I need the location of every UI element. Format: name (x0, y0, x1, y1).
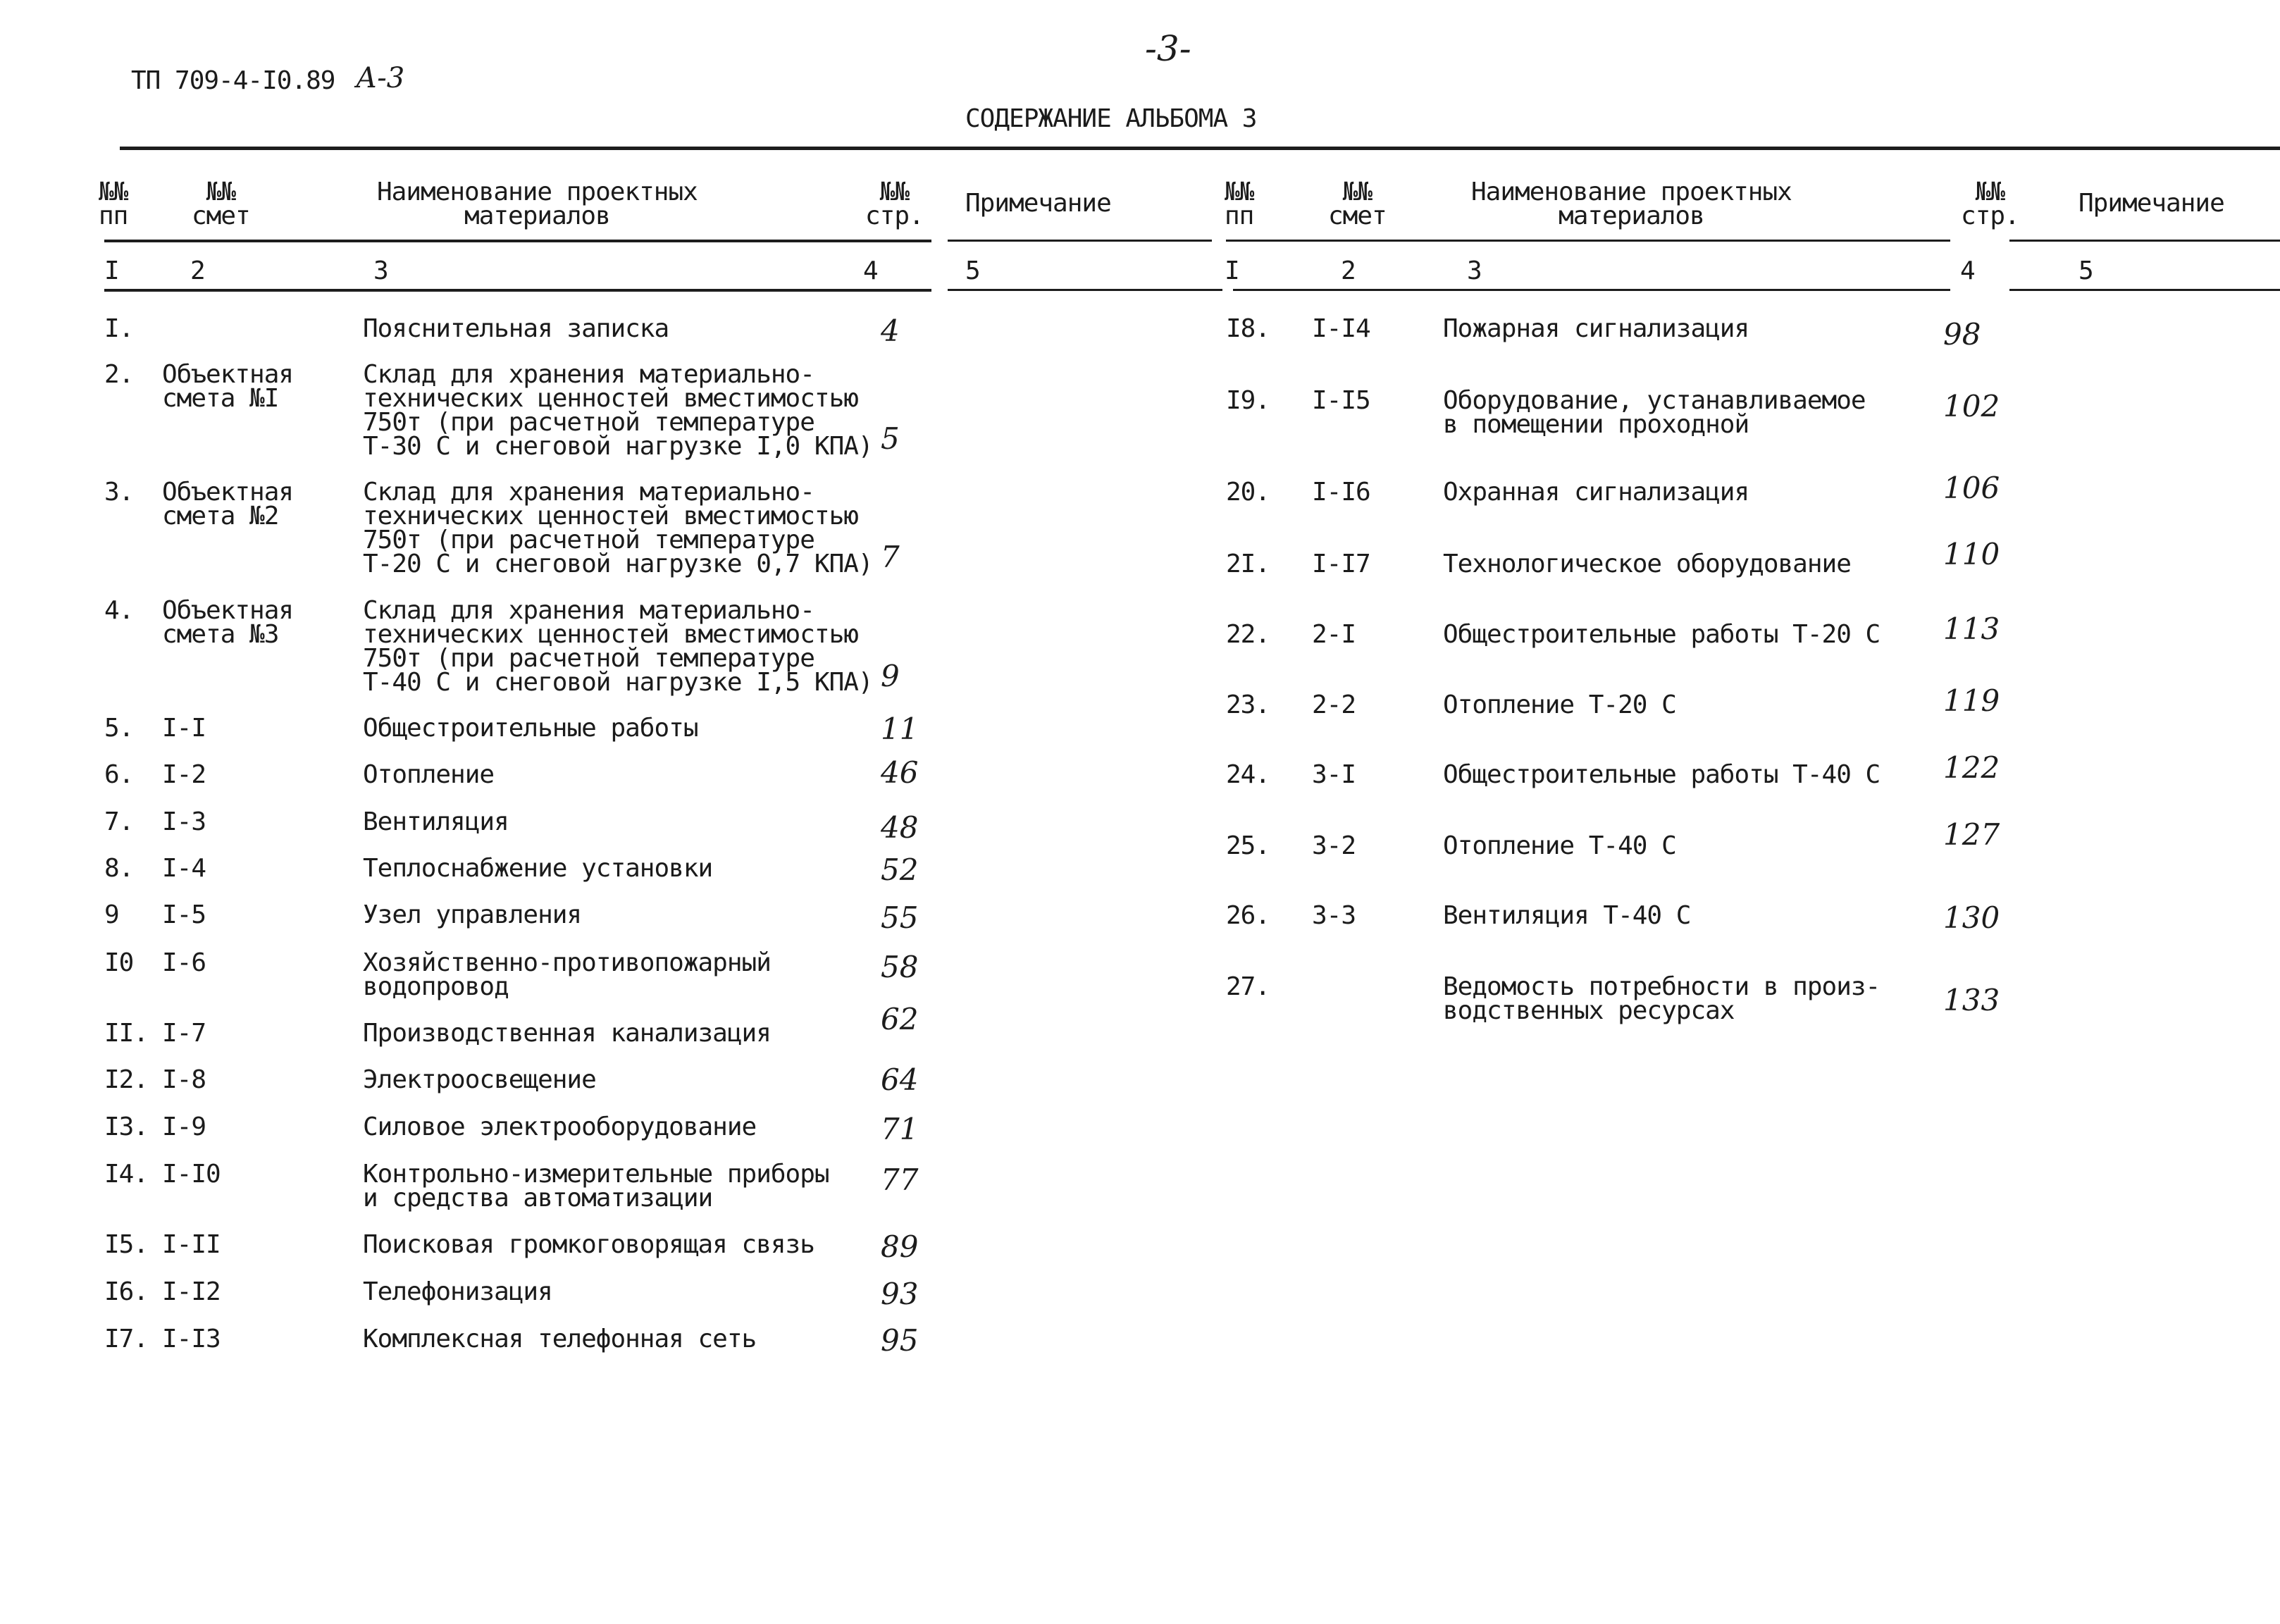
right-row-name: Отопление Т-20 С (1443, 690, 1676, 719)
left-row-smeta: I-9 (162, 1112, 206, 1141)
right-row-page: 98 (1943, 317, 1981, 352)
page-number: -3- (1145, 28, 1191, 69)
left-row-smeta: I-7 (162, 1019, 206, 1048)
page-title: СОДЕРЖАНИЕ АЛЬБОМА 3 (965, 104, 1257, 133)
left-row-name: Узел управления (363, 900, 582, 929)
header-rule-left-note (948, 240, 1212, 242)
left-row-page: 55 (881, 900, 919, 935)
left-row-name: Комплексная телефонная сеть (363, 1325, 757, 1353)
left-row-smeta: Объектная смета №3 (162, 596, 294, 649)
left-row-number: I3. (104, 1112, 149, 1141)
left-row-page: 89 (881, 1229, 919, 1264)
right-row-page: 133 (1943, 983, 2000, 1017)
right-row-page: 119 (1943, 683, 2000, 718)
left-row-number: 7. (104, 807, 134, 836)
right-row-name: Технологическое оборудование (1443, 550, 1851, 578)
left-row-number: 4. (104, 596, 134, 625)
left-row-page: 52 (881, 853, 919, 887)
colnum-rule-left (104, 289, 931, 292)
left-row-smeta: I-I3 (162, 1325, 221, 1353)
left-row-name: Контрольно-измерительные приборы и средства автоматизации (363, 1160, 829, 1213)
right-row-name: Охранная сигнализация (1443, 478, 1749, 507)
left-row-smeta: I-I2 (162, 1277, 221, 1306)
left-row-smeta: I-8 (162, 1065, 206, 1094)
left-row-name: Общестроительные работы (363, 714, 698, 743)
right-row-page: 113 (1943, 612, 2000, 646)
left-row-page: 58 (881, 950, 919, 984)
colnum-1-right: I (1225, 256, 1239, 285)
right-row-smeta: 3-3 (1312, 901, 1356, 930)
left-row-name: Вентиляция (363, 807, 509, 836)
left-row-number: 8. (104, 854, 134, 883)
document-code: ТП 709-4-I0.89 (131, 66, 335, 95)
left-row-number: 2. (104, 360, 134, 389)
right-row-smeta: I-I6 (1312, 478, 1370, 507)
right-row-smeta: I-I7 (1312, 550, 1370, 578)
right-row-number: 20. (1226, 478, 1270, 507)
col-header-num-right: №№ пп (1225, 178, 1254, 230)
colnum-rule-right-note (2009, 289, 2280, 291)
left-row-name: Отопление (363, 760, 495, 789)
colnum-1: I (104, 256, 119, 285)
left-row-page: 11 (881, 712, 919, 746)
colnum-3: 3 (373, 256, 388, 285)
left-row-page: 9 (881, 659, 900, 693)
colnum-5: 5 (965, 256, 980, 285)
left-row-smeta: I-3 (162, 807, 206, 836)
right-row-number: 24. (1226, 760, 1270, 789)
col-header-note: Примечание (965, 189, 1111, 218)
col-header-num: №№ пп (99, 178, 128, 230)
col-header-note-right: Примечание (2078, 189, 2224, 218)
right-row-number: 27. (1226, 972, 1270, 1001)
right-row-page: 110 (1943, 537, 2000, 571)
left-row-name: Пояснительная записка (363, 314, 669, 343)
left-row-number: 3. (104, 478, 134, 507)
col-header-smeta: №№ смет (192, 178, 250, 230)
colnum-rule-left-note (948, 289, 1222, 291)
col-header-name-right: Наименование проектных материалов (1471, 178, 1792, 230)
right-row-number: 23. (1226, 690, 1270, 719)
right-row-name: Пожарная сигнализация (1443, 314, 1749, 343)
left-row-page: 95 (881, 1323, 919, 1358)
left-row-page: 62 (881, 1002, 919, 1036)
left-row-smeta: I-5 (162, 900, 206, 929)
colnum-4-right: 4 (1960, 256, 1975, 285)
left-row-page: 77 (881, 1163, 919, 1197)
left-row-name: Склад для хранения материально- технических ценностей вместимостью 750т (при расчетной температуре Т-40 С и снеговой нагрузке I,5 КПА) (363, 596, 873, 697)
left-row-smeta: I-I (162, 714, 206, 743)
right-row-smeta: 3-2 (1312, 831, 1356, 860)
left-row-smeta: Объектная смета №I (162, 360, 294, 413)
left-row-name: Теплоснабжение установки (363, 854, 713, 883)
right-row-name: Отопление Т-40 С (1443, 831, 1676, 860)
left-row-number: 9 (104, 900, 119, 929)
colnum-4: 4 (863, 256, 878, 285)
left-row-smeta: I-2 (162, 760, 206, 789)
right-row-page: 102 (1943, 389, 2000, 423)
left-row-smeta: I-I0 (162, 1160, 221, 1189)
header-rule-right (1226, 240, 1950, 242)
left-row-smeta: I-II (162, 1230, 221, 1259)
right-row-name: Общестроительные работы Т-20 С (1443, 620, 1881, 649)
colnum-3-right: 3 (1467, 256, 1482, 285)
col-header-page-right: №№ стр. (1961, 178, 2019, 230)
right-row-number: 22. (1226, 620, 1270, 649)
colnum-2-right: 2 (1341, 256, 1356, 285)
colnum-5-right: 5 (2078, 256, 2093, 285)
right-row-name: Ведомость потребности в произ- водственных ресурсах (1443, 972, 1881, 1025)
right-row-name: Вентиляция Т-40 С (1443, 901, 1691, 930)
album-handwritten-mark: А-3 (356, 62, 405, 94)
left-row-number: 5. (104, 714, 134, 743)
left-row-number: I5. (104, 1230, 149, 1259)
left-row-number: 6. (104, 760, 134, 789)
left-row-name: Производственная канализация (363, 1019, 771, 1048)
left-row-number: I. (104, 314, 134, 343)
left-row-smeta: I-4 (162, 854, 206, 883)
left-row-number: I0 (104, 948, 134, 977)
left-row-number: I4. (104, 1160, 149, 1189)
left-row-page: 7 (881, 540, 900, 574)
right-row-page: 106 (1943, 471, 2000, 505)
left-row-page: 64 (881, 1062, 919, 1097)
col-header-name: Наименование проектных материалов (377, 178, 698, 230)
left-row-name: Силовое электрооборудование (363, 1112, 757, 1141)
header-rule-right-note (2009, 240, 2280, 242)
left-row-number: I7. (104, 1325, 149, 1353)
left-row-name: Поисковая громкоговорящая связь (363, 1230, 814, 1259)
left-row-name: Хозяйственно-противопожарный водопровод (363, 948, 771, 1001)
left-row-smeta: Объектная смета №2 (162, 478, 294, 531)
left-row-name: Склад для хранения материально- технических ценностей вместимостью 750т (при расчетной температуре Т-20 С и снеговой нагрузке 0,7 КПА) (363, 478, 873, 578)
left-row-number: I6. (104, 1277, 149, 1306)
right-row-name: Оборудование, устанавливаемое в помещении проходной (1443, 386, 1866, 439)
right-row-name: Общестроительные работы Т-40 С (1443, 760, 1881, 789)
col-header-smeta-right: №№ смет (1328, 178, 1387, 230)
header-rule-left (104, 240, 931, 242)
right-row-number: I8. (1226, 314, 1270, 343)
right-row-page: 127 (1943, 817, 2000, 852)
left-row-name: Телефонизация (363, 1277, 552, 1306)
right-row-smeta: I-I5 (1312, 386, 1370, 415)
right-row-smeta: 2-2 (1312, 690, 1356, 719)
right-row-number: I9. (1226, 386, 1270, 415)
right-row-page: 130 (1943, 900, 2000, 935)
left-row-page: 5 (881, 421, 900, 456)
left-row-page: 4 (881, 314, 900, 348)
left-row-page: 93 (881, 1277, 919, 1311)
right-row-number: 25. (1226, 831, 1270, 860)
left-row-number: II. (104, 1019, 149, 1048)
right-row-smeta: I-I4 (1312, 314, 1370, 343)
left-row-number: I2. (104, 1065, 149, 1094)
right-row-number: 26. (1226, 901, 1270, 930)
left-row-smeta: I-6 (162, 948, 206, 977)
right-row-number: 2I. (1226, 550, 1270, 578)
right-row-page: 122 (1943, 750, 2000, 785)
left-row-page: 48 (881, 810, 919, 845)
colnum-2: 2 (190, 256, 205, 285)
colnum-rule-right (1233, 289, 1950, 291)
left-row-name: Склад для хранения материально- технических ценностей вместимостью 750т (при расчетной температуре Т-30 С и снеговой нагрузке I,0 КПА) (363, 360, 873, 461)
left-row-page: 71 (881, 1112, 919, 1146)
col-header-page: №№ стр. (865, 178, 924, 230)
left-row-page: 46 (881, 755, 919, 790)
right-row-smeta: 3-I (1312, 760, 1356, 789)
right-row-smeta: 2-I (1312, 620, 1356, 649)
left-row-name: Электроосвещение (363, 1065, 596, 1094)
top-rule (120, 147, 2280, 150)
